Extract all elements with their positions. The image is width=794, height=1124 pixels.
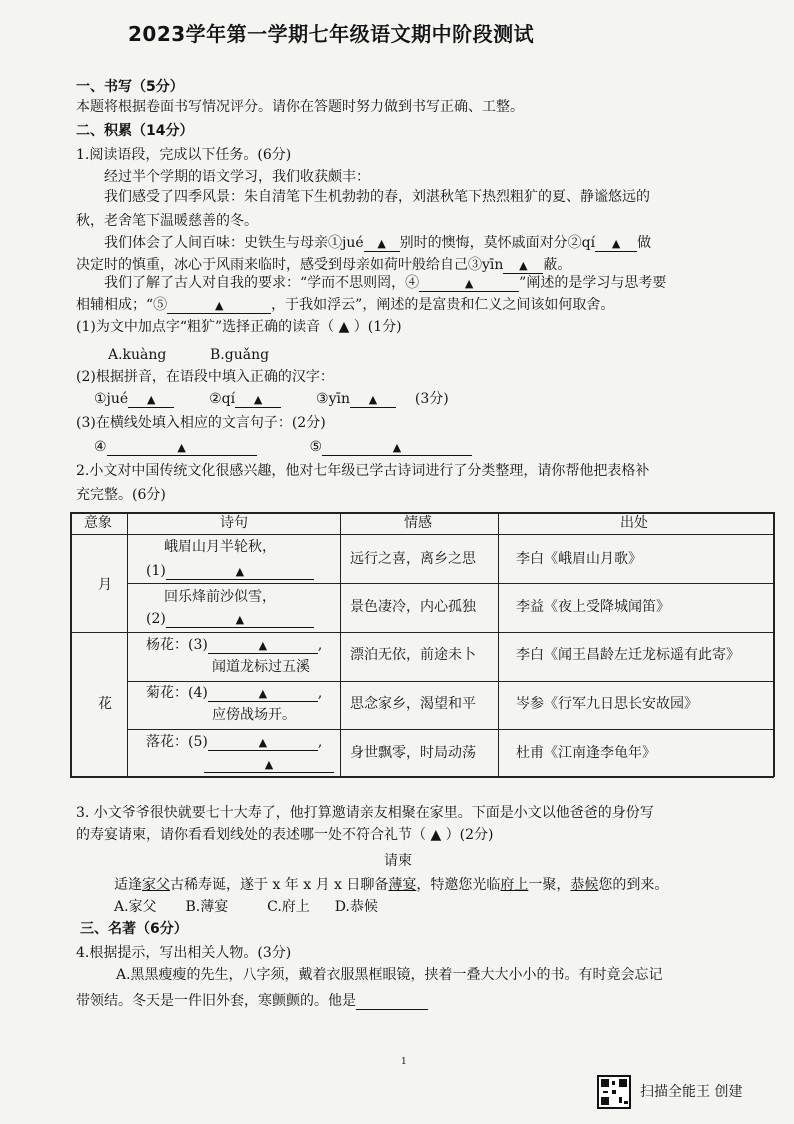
q1-passage-p3b: 决定时的慎重，冰心于风雨来临时，感受到母亲如荷叶般给自己③yīn ▲ 蔽。 bbox=[76, 257, 572, 273]
classical-blank-5[interactable]: ▲ bbox=[322, 440, 472, 456]
q2-stem-1: 2.小文对中国传统文化很感兴趣，他对七年级已学古诗词进行了分类整理，请你帮他把表格补 bbox=[76, 463, 650, 479]
q3-option-b[interactable]: B.薄宴 bbox=[185, 899, 229, 915]
row4-source: 岑参《行军九日思长安故园》 bbox=[516, 696, 698, 712]
row4-emotion: 思念家乡，渴望和平 bbox=[350, 696, 476, 712]
row5-verse-line1: 落花：(5) ▲ , bbox=[146, 734, 323, 750]
row3-emotion: 漂泊无依，前途未卜 bbox=[350, 647, 476, 663]
classical-row: ④ ▲ ⑤ ▲ bbox=[94, 440, 472, 456]
q1-passage-p2b: 秋，老舍笔下温暖慈善的冬。 bbox=[76, 213, 258, 229]
underlined-jiafu: 家父 bbox=[142, 877, 170, 893]
row5-emotion: 身世飘零，时局动荡 bbox=[350, 745, 476, 761]
q1-passage-p1: 经过半个学期的语文学习，我们收获颇丰： bbox=[104, 169, 370, 185]
q1-passage-p2a: 我们感受了四季风景：朱自清笔下生机勃勃的春，刘湛秋笔下热烈粗犷的夏、静谧悠远的 bbox=[104, 189, 650, 205]
table-blank-5a[interactable]: ▲ bbox=[208, 735, 318, 751]
row2-verse-line2: (2) ▲ bbox=[146, 612, 314, 628]
q4-stem: 4.根据提示，写出相关人物。(3分) bbox=[76, 945, 292, 961]
row4-verse-line2: 应傍战场开。 bbox=[212, 707, 296, 723]
q3-stem-2: 的寿宴请柬，请你看看划线处的表述哪一处不符合礼节（ ▲ ）(2分) bbox=[76, 827, 494, 843]
q1-passage-p4a: 我们了解了古人对自我的要求：“学而不思则罔，④ ▲ ”阐述的是学习与思考要 bbox=[104, 275, 667, 291]
page-title: 2023学年第一学期七年级语文期中阶段测试 bbox=[128, 22, 535, 46]
q1-sub3: (3)在横线处填入相应的文言句子：(2分) bbox=[76, 415, 326, 431]
row2-emotion: 景色凄冷，内心孤独 bbox=[350, 599, 476, 615]
header-emotion: 情感 bbox=[404, 515, 432, 531]
pinyin-blank-2[interactable]: ▲ bbox=[235, 392, 281, 408]
q4-answer-blank[interactable] bbox=[356, 994, 428, 1010]
classical-blank-4[interactable]: ▲ bbox=[107, 440, 257, 456]
q3-option-c[interactable]: C.府上 bbox=[267, 899, 310, 915]
section-1-text: 本题将根据卷面书写情况评分。请你在答题时努力做到书写正确、工整。 bbox=[76, 99, 524, 115]
answer-blank-5[interactable]: ▲ bbox=[167, 298, 271, 314]
answer-blank-4[interactable]: ▲ bbox=[419, 276, 519, 292]
table-blank-4[interactable]: ▲ bbox=[208, 686, 318, 702]
q1-stem: 1.阅读语段，完成以下任务。(6分) bbox=[76, 147, 292, 163]
table-blank-2[interactable]: ▲ bbox=[166, 612, 314, 628]
qr-code-icon bbox=[597, 1075, 631, 1109]
section-1-heading: 一、书写（5分） bbox=[76, 79, 184, 95]
table-blank-1[interactable]: ▲ bbox=[166, 564, 314, 580]
table-blank-5b[interactable]: ▲ bbox=[204, 757, 334, 773]
invitation-text: 适逢家父古稀寿诞，遂于 x 年 x 月 x 日聊备薄宴，特邀您光临府上一聚，恭候您的到来。 bbox=[114, 877, 669, 893]
header-source: 出处 bbox=[620, 515, 648, 531]
row5-verse-line2 bbox=[204, 757, 334, 773]
row5-source: 杜甫《江南逢李龟年》 bbox=[516, 745, 656, 761]
q4-a-line2: 带领结。冬天是一件旧外套，寒颤颤的。他是 bbox=[76, 994, 428, 1010]
row3-source: 李白《闻王昌龄左迁龙标遥有此寄》 bbox=[516, 647, 740, 663]
row1-emotion: 远行之喜，离乡之思 bbox=[350, 551, 476, 567]
imagery-flower: 花 bbox=[98, 696, 112, 712]
answer-blank-jue[interactable]: ▲ bbox=[364, 236, 400, 252]
invitation-title: 请柬 bbox=[384, 853, 412, 869]
table-blank-3[interactable]: ▲ bbox=[208, 638, 318, 654]
header-imagery: 意象 bbox=[84, 515, 112, 531]
option-b[interactable]: B.guǎng bbox=[210, 347, 270, 363]
pinyin-blank-3[interactable]: ▲ bbox=[350, 392, 396, 408]
row1-verse-line2: (1) ▲ bbox=[146, 564, 314, 580]
q3-stem-1: 3. 小文爷爷很快就要七十大寿了，他打算邀请亲友相聚在家里。下面是小文以他爸爸的身份写 bbox=[76, 805, 654, 821]
q2-stem-2: 充完整。(6分) bbox=[76, 487, 166, 503]
q3-option-a[interactable]: A.家父 bbox=[114, 899, 157, 915]
pinyin-row: ①jué ▲ ②qí ▲ ③yīn ▲ (3分) bbox=[94, 391, 449, 407]
row2-source: 李益《夜上受降城闻笛》 bbox=[516, 599, 670, 615]
header-verse: 诗句 bbox=[220, 515, 248, 531]
row1-source: 李白《峨眉山月歌》 bbox=[516, 551, 642, 567]
answer-blank-qi[interactable]: ▲ bbox=[595, 236, 637, 252]
underlined-gonghou: 恭候 bbox=[570, 877, 599, 893]
answer-blank-yin[interactable]: ▲ bbox=[503, 258, 543, 274]
underlined-fushang: 府上 bbox=[500, 877, 529, 893]
scanner-watermark: 扫描全能王 创建 bbox=[640, 1084, 743, 1100]
option-a[interactable]: A.kuàng bbox=[108, 347, 167, 363]
q1-sub2: (2)根据拼音，在语段中填入正确的汉字： bbox=[76, 369, 334, 385]
page-number: 1 bbox=[401, 1057, 407, 1067]
row3-verse-line1: 杨花：(3) ▲ , bbox=[146, 637, 323, 653]
row1-verse-line1: 峨眉山月半轮秋， bbox=[164, 539, 276, 555]
q4-a-line1: A.黑黑瘦瘦的先生，八字须，戴着衣服黑框眼镜，挟着一叠大大小小的书。有时竟会忘记 bbox=[116, 967, 663, 983]
q1-passage-p3a: 我们体会了人间百味：史铁生与母亲①jué ▲ 别时的懊悔，莫怀戚面对分②qí ▲ 做 bbox=[104, 235, 652, 251]
q3-options bbox=[114, 900, 378, 914]
row2-verse-line1: 回乐烽前沙似雪， bbox=[164, 589, 276, 605]
section-3-heading: 三、名著（6分） bbox=[80, 921, 188, 937]
q3-option-d[interactable]: D.恭候 bbox=[334, 899, 378, 915]
pinyin-blank-1[interactable]: ▲ bbox=[128, 392, 174, 408]
q1-passage-p4b: 相辅相成；“⑤ ▲ ，于我如浮云”，阐述的是富贵和仁义之间该如何取舍。 bbox=[76, 297, 615, 313]
row4-verse-line1: 菊花：(4) ▲ , bbox=[146, 685, 323, 701]
q1-sub1: (1)为文中加点字“粗犷”选择正确的读音（ ▲ ）(1分) bbox=[76, 319, 402, 335]
section-2-heading: 二、积累（14分） bbox=[76, 123, 194, 139]
imagery-moon: 月 bbox=[98, 577, 112, 593]
underlined-boyan: 薄宴 bbox=[388, 877, 417, 893]
row3-verse-line2: 闻道龙标过五溪 bbox=[212, 659, 310, 675]
